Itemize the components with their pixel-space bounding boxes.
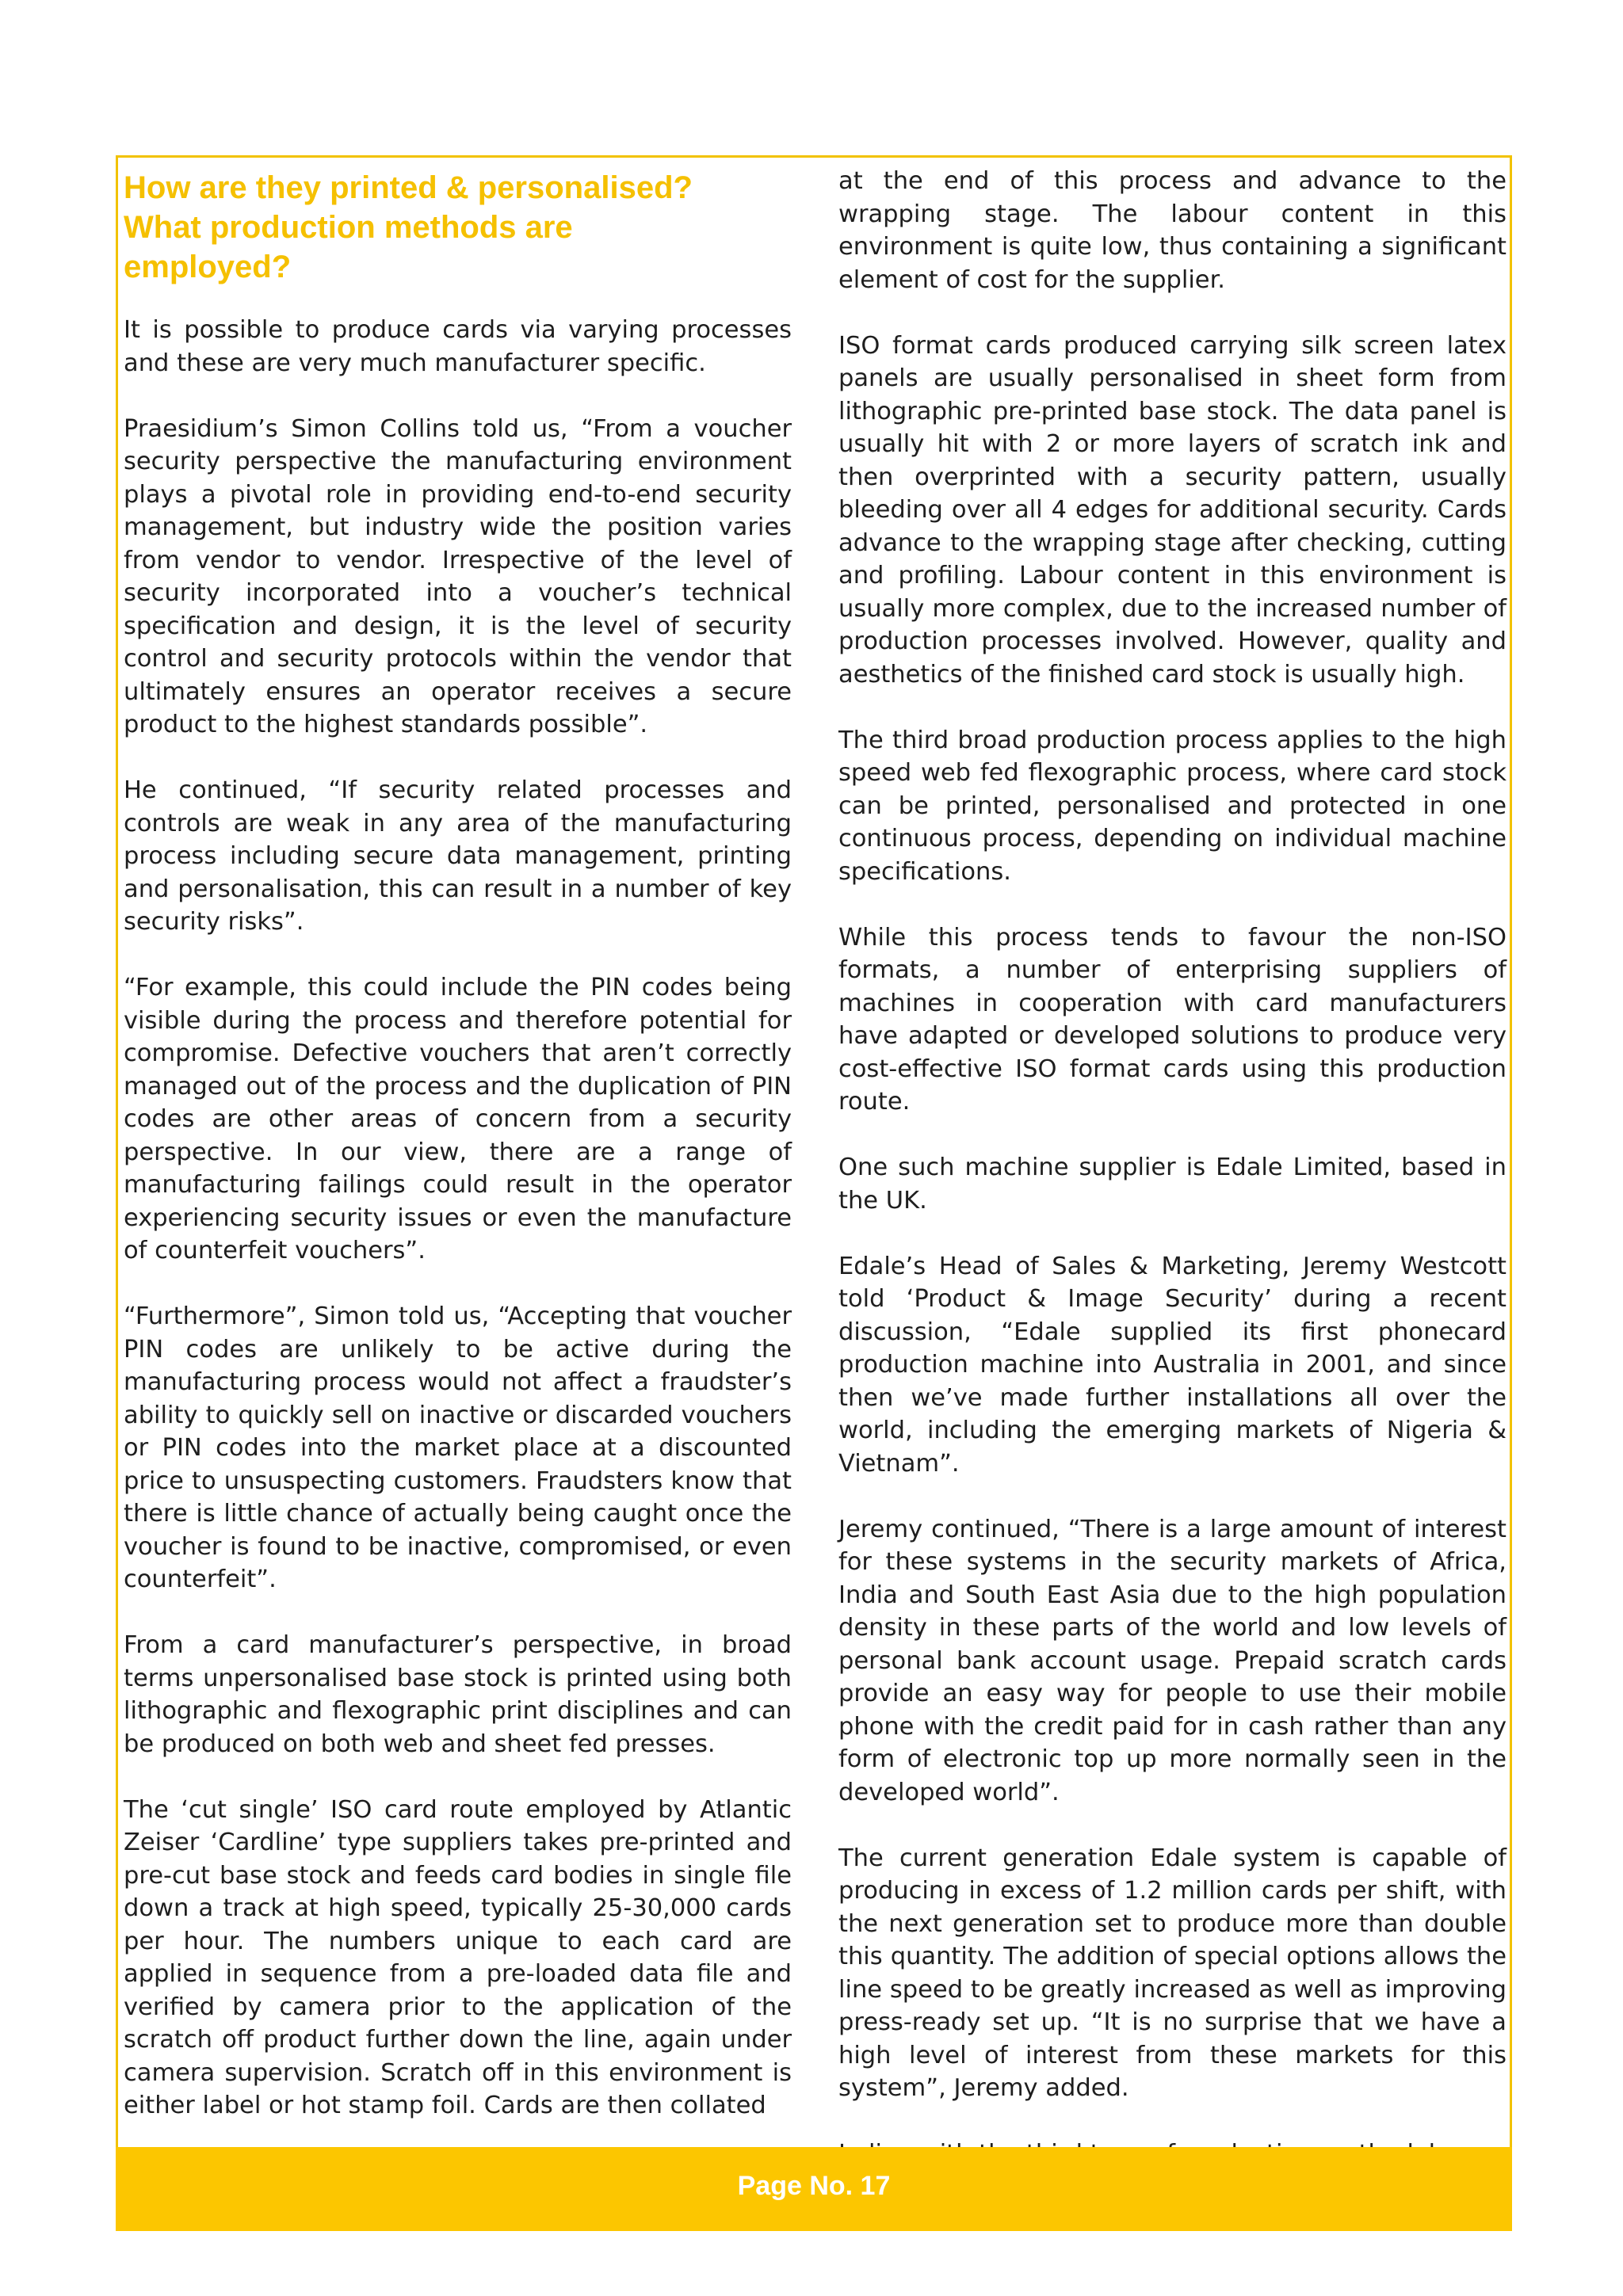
page-number: Page No. 17 [737, 2171, 891, 2201]
paragraph: The third broad production process applies to the high speed web fed flexographic process, where card stock can be printed, personalised and protected in one continuous process, depending on individual machine specifications. [838, 726, 1507, 886]
paragraph: One such machine supplier is Edale Limited, based in the UK. [838, 1154, 1507, 1215]
paragraph: The ‘cut single’ ISO card route employed by Atlantic Zeiser ‘Cardline’ type suppliers takes pre-printed and pre-cut base stock and feeds card bodies in single file down a track at high speed, typically 25-30,000 cards per hour. The numbers unique to each card are applied in sequence from a pre-loaded data file and verified by camera prior to the application of the scratch off product further down the line, again under camera supervision. Scratch off in this environment is either label or hot stamp foil. Cards are then collated [124, 1795, 792, 2119]
right-column [838, 165, 1507, 2145]
paragraph: at the end of this process and advance to the wrapping stage. The labour content in this environment is quite low, thus containing a significant element of cost for the supplier. [838, 167, 1507, 294]
article-heading [124, 168, 792, 287]
heading-line-1: How are they printed & personalised? [124, 170, 693, 205]
left-column [124, 165, 792, 2145]
paragraph: Praesidium’s Simon Collins told us, “From a voucher security perspective the manufacturing environment plays a pivotal role in providing end-to-end security management, but industry wide the position varies from vendor to vendor. Irrespective of the level of security incorporated into a voucher’s technical specification and design, it is the level of security control and security protocols within the vendor that ultimately ensures an operator receives a secure product to the highest standards possible”. [124, 414, 792, 738]
paragraph: “Furthermore”, Simon told us, “Accepting that voucher PIN codes are unlikely to be active during the manufacturing process would not affect a fraudster’s ability to quickly sell on inactive or discarded vouchers or PIN codes into the market place at a discounted price to unsuspecting customers. Fraudsters know that there is little chance of actually being caught once the voucher is found to be inactive, compromised, or even counterfeit”. [124, 1302, 792, 1593]
paragraph: It is possible to produce cards via varying processes and these are very much manufacturer specific. [124, 316, 792, 377]
paragraph: “For example, this could include the PIN codes being visible during the process and therefore potential for compromise. Defective vouchers that aren’t correctly managed out of the process and the duplication of PIN codes are other areas of concern from a security perspective. In our view, there are a range of manufacturing failings could result in the operator experiencing security issues or even the manufacture of counterfeit vouchers”. [124, 974, 792, 1264]
paragraph: From a card manufacturer’s perspective, in broad terms unpersonalised base stock is printed using both lithographic and flexographic print disciplines and can be produced on both web and sheet fed presses. [124, 1631, 792, 1758]
paragraph: ISO format cards produced carrying silk screen latex panels are usually personalised in sheet form from lithographic pre-printed base stock. The data panel is usually hit with 2 or more layers of scratch ink and then overprinted with a security pattern, usually bleeding over all 4 edges for additional security. Cards advance to the wrapping stage after checking, cutting and profiling. Labour content in this environment is usually more complex, due to the increased number of production processes involved. However, quality and aesthetics of the finished card stock is usually high. [838, 331, 1507, 688]
paragraph: He continued, “If security related processes and controls are weak in any area of the manufacturing process including secure data management, printing and personalisation, this can result in a number of key security risks”. [124, 776, 792, 936]
heading-line-3: employed? [124, 250, 292, 284]
paragraph: While this process tends to favour the non-ISO formats, a number of enterprising suppliers of machines in cooperation with card manufacturers have adapted or developed solutions to produce very cost-effective ISO format cards using this production route. [838, 923, 1507, 1116]
heading-line-2: What production methods are [124, 210, 573, 245]
paragraph: Jeremy continued, “There is a large amount of interest for these systems in the security markets of Africa, India and South East Asia due to the high population density in these parts of the world and low levels of personal bank account usage. Prepaid scratch cards provide an easy way for people to use their mobile phone with the credit paid for in cash rather than any form of electronic top up more normally seen in the developed world”. [838, 1515, 1507, 1806]
paragraph: Edale’s Head of Sales & Marketing, Jeremy Westcott told ‘Product & Image Security’ during a recent discussion, “Edale supplied its first phonecard production machine into Australia in 2001, and since then we’ve made further installations all over the world, including the emerging markets of Nigeria & Vietnam”. [838, 1252, 1507, 1478]
paragraph: The current generation Edale system is capable of producing in excess of 1.2 million cards per shift, with the next generation set to produce more than double this quantity. The addition of special options allows the line speed to be greatly increased as well as improving press-ready set up. “It is no surprise that we have a high level of interest from these markets for this system”, Jeremy added. [838, 1844, 1507, 2102]
page-footer [116, 2147, 1512, 2231]
